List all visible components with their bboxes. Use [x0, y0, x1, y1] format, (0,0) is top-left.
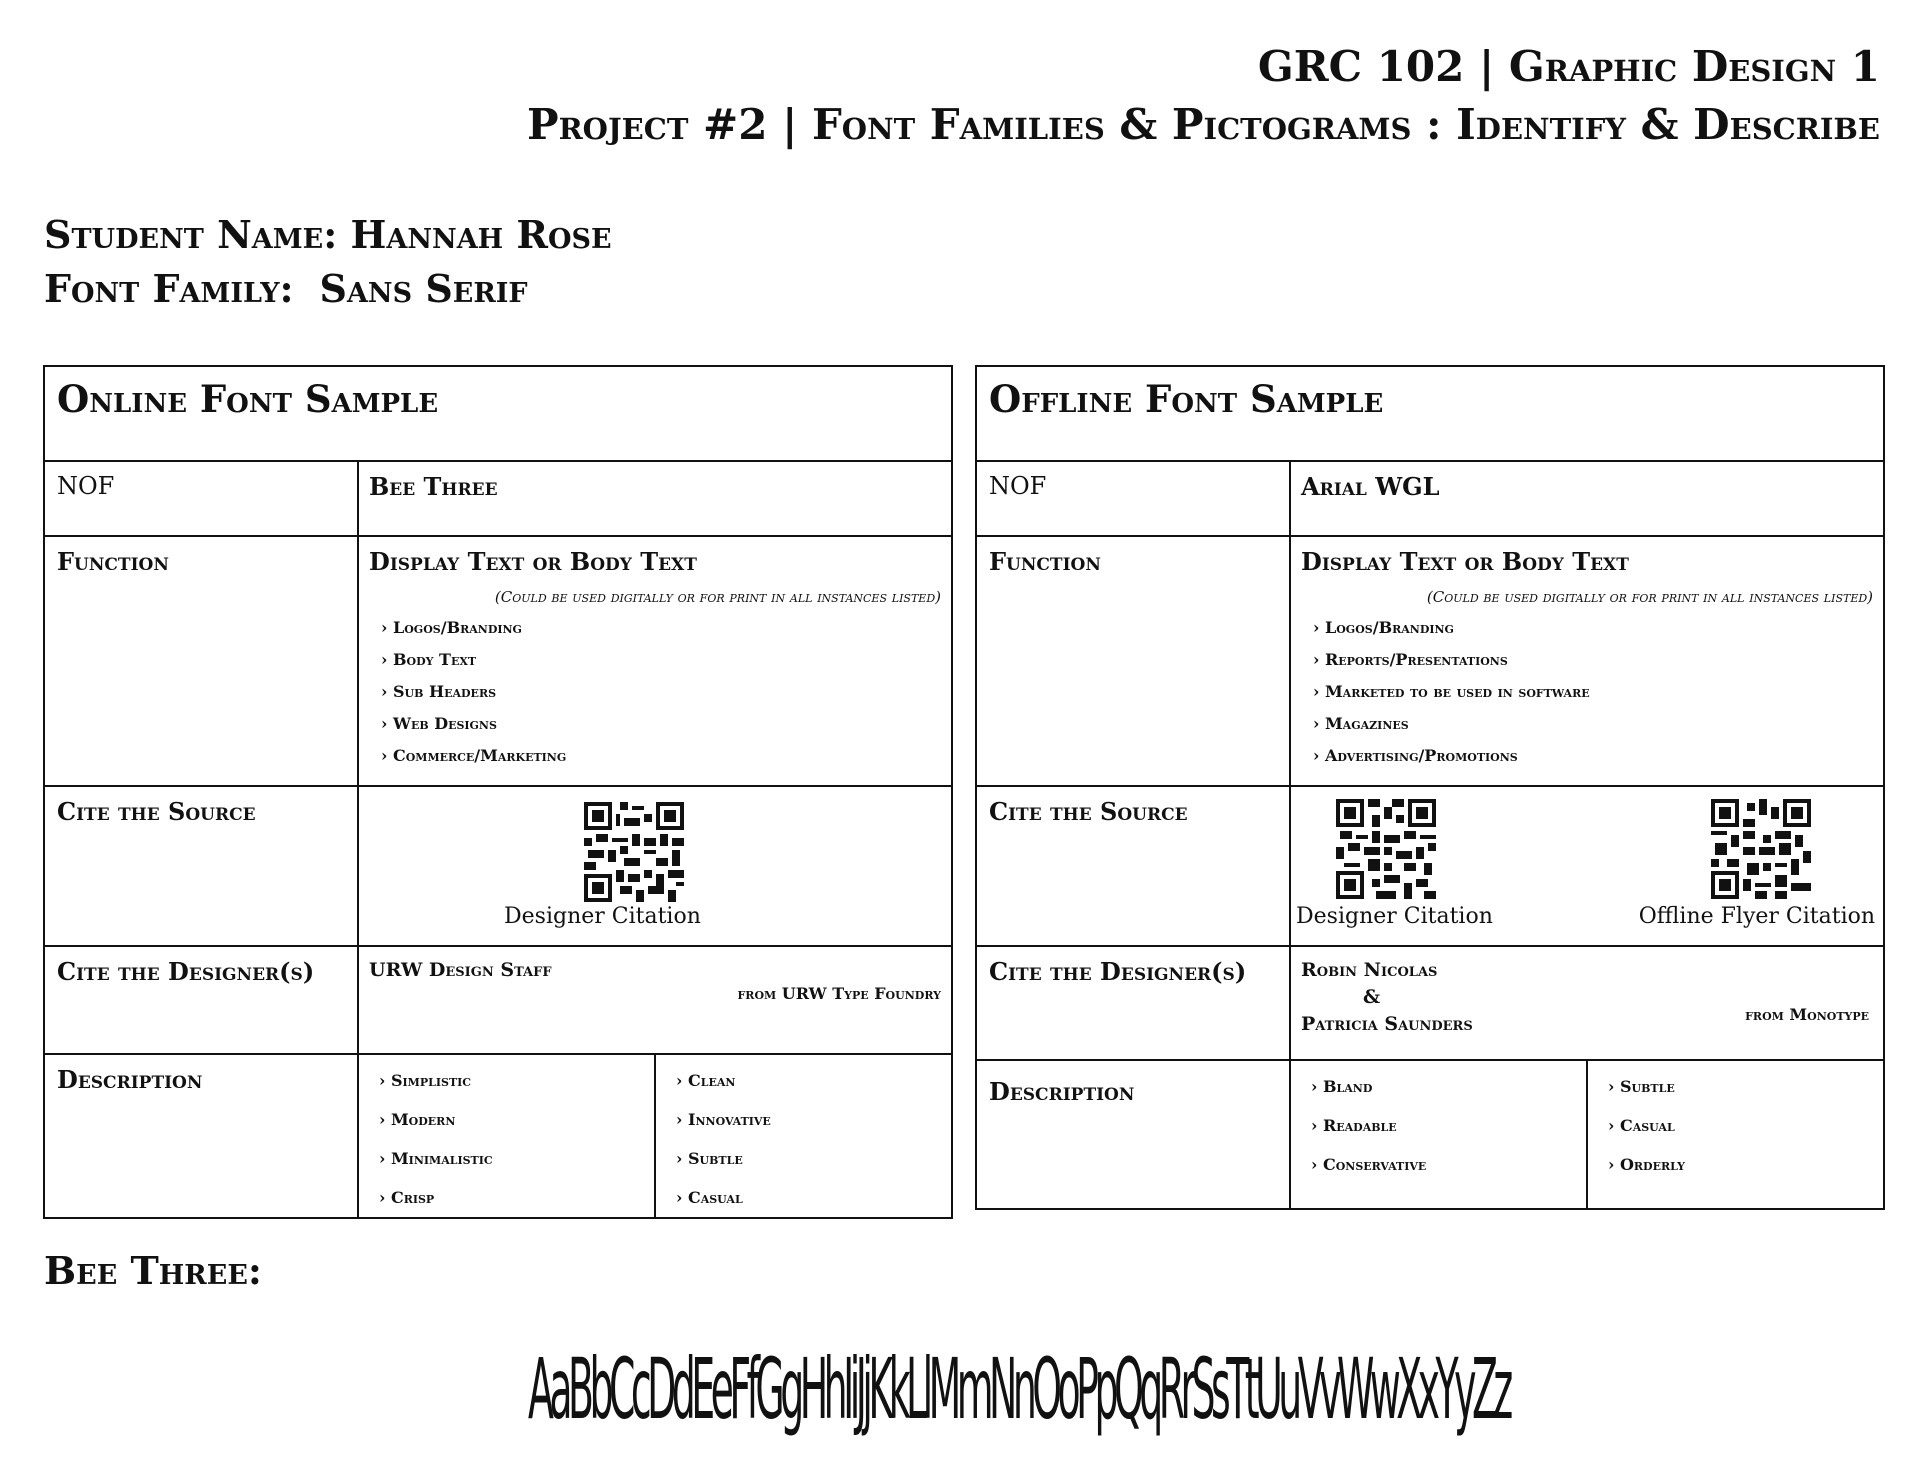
- offline-function-note: (Could be used digitally or for print in all instances listed): [1426, 588, 1874, 606]
- online-source-label: Cite the Source: [44, 786, 358, 946]
- offline-designer-name-2: Patricia Saunders: [1301, 1013, 1473, 1035]
- list-item: › Orderly: [1608, 1145, 1875, 1184]
- list-item: › Marketed to be used in software: [1313, 676, 1873, 708]
- offline-designer-cell: [1290, 946, 1884, 1060]
- online-card-title: Online Font Sample: [44, 366, 952, 461]
- list-item: › Commerce/Marketing: [381, 740, 941, 772]
- offline-function-cell: [1290, 536, 1884, 786]
- online-source-cell: [358, 786, 952, 946]
- font-sample-heading: Bee Three:: [44, 1248, 262, 1293]
- course-title: GRC 102 | Graphic Design 1: [1257, 42, 1880, 91]
- list-item: › Casual: [676, 1178, 943, 1217]
- list-item: › Logos/Branding: [381, 612, 941, 644]
- online-description-label: Description: [44, 1054, 358, 1218]
- qr-code-icon[interactable]: [584, 802, 684, 902]
- student-name-line: [44, 208, 612, 262]
- online-designer-label: Cite the Designer(s): [44, 946, 358, 1054]
- list-item: › Readable: [1311, 1106, 1578, 1145]
- online-designer-citation-caption: Designer Citation: [504, 904, 701, 929]
- list-item: › Subtle: [1608, 1067, 1875, 1106]
- list-item: › Subtle: [676, 1139, 943, 1178]
- offline-description-right: [1587, 1060, 1884, 1209]
- online-description-right: [655, 1054, 952, 1218]
- offline-designer-citation-caption: Designer Citation: [1296, 904, 1493, 929]
- online-function-label: Function: [44, 536, 358, 786]
- online-function-heading: Display Text or Body Text: [369, 547, 697, 576]
- document-header: [527, 38, 1880, 154]
- list-item: › Clean: [676, 1061, 943, 1100]
- offline-function-list: [1301, 612, 1873, 772]
- offline-function-label: Function: [976, 536, 1290, 786]
- list-item: › Casual: [1608, 1106, 1875, 1145]
- project-title: Project #2 | Font Families & Pictograms : Identify & Describe: [527, 100, 1880, 149]
- font-family-label: Font Family:: [44, 266, 294, 311]
- online-designer-from: from URW Type Foundry: [737, 984, 941, 1003]
- qr-code-icon[interactable]: [1336, 799, 1436, 899]
- list-item: › Logos/Branding: [1313, 612, 1873, 644]
- offline-designer-label: Cite the Designer(s): [976, 946, 1290, 1060]
- offline-source-label: Cite the Source: [976, 786, 1290, 946]
- online-nof-label: NOF: [44, 461, 358, 536]
- list-item: › Sub Headers: [381, 676, 941, 708]
- offline-flyer-citation-caption: Offline Flyer Citation: [1638, 904, 1876, 929]
- offline-nof-label: NOF: [976, 461, 1290, 536]
- offline-designer-from: from Monotype: [1745, 1005, 1870, 1024]
- offline-font-card: [975, 365, 1885, 1210]
- offline-function-heading: Display Text or Body Text: [1301, 547, 1629, 576]
- student-info: [44, 208, 612, 316]
- offline-designer-name-1: Robin Nicolas: [1301, 959, 1438, 981]
- offline-card-title: Offline Font Sample: [976, 366, 1884, 461]
- offline-description-left: [1290, 1060, 1587, 1209]
- student-name-label: Student Name:: [44, 212, 338, 257]
- list-item: › Body Text: [381, 644, 941, 676]
- online-designer-name: URW Design Staff: [369, 959, 552, 981]
- offline-designer-amp: &: [1363, 986, 1381, 1008]
- online-function-list: [369, 612, 941, 772]
- font-family-value: Sans Serif: [319, 266, 528, 311]
- online-function-cell: [358, 536, 952, 786]
- font-alphabet-sample: AaBbCcDdEeFfGgHhIiJjKkLlMmNnOoPpQqRrSsTtUuVvWwXxYyZz: [528, 1340, 1509, 1438]
- online-font-card: [43, 365, 953, 1219]
- offline-nof-value: Arial WGL: [1290, 461, 1884, 536]
- online-designer-cell: [358, 946, 952, 1054]
- list-item: › Web Designs: [381, 708, 941, 740]
- list-item: › Advertising/Promotions: [1313, 740, 1873, 772]
- online-function-note: (Could be used digitally or for print in all instances listed): [494, 588, 941, 606]
- list-item: › Bland: [1311, 1067, 1578, 1106]
- list-item: › Modern: [379, 1100, 646, 1139]
- qr-code-icon[interactable]: [1711, 799, 1811, 899]
- list-item: › Reports/Presentations: [1313, 644, 1873, 676]
- list-item: › Magazines: [1313, 708, 1873, 740]
- list-item: › Simplistic: [379, 1061, 646, 1100]
- online-description-left: [358, 1054, 655, 1218]
- student-name-value: Hannah Rose: [350, 212, 612, 257]
- offline-description-label: Description: [976, 1060, 1290, 1209]
- online-nof-value: Bee Three: [358, 461, 952, 536]
- list-item: › Innovative: [676, 1100, 943, 1139]
- font-family-line: [44, 262, 612, 316]
- list-item: › Minimalistic: [379, 1139, 646, 1178]
- list-item: › Conservative: [1311, 1145, 1578, 1184]
- list-item: › Crisp: [379, 1178, 646, 1217]
- offline-source-cell: [1290, 786, 1884, 946]
